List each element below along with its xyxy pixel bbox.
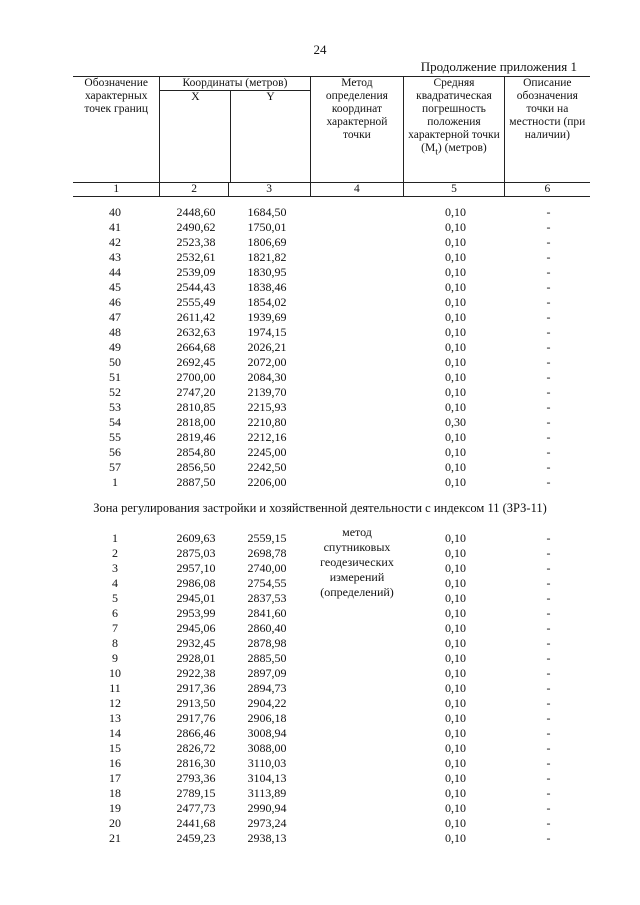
coord-x: 2490,62 (176, 220, 216, 234)
coord-x: 2544,43 (176, 280, 216, 294)
point-number: 10 (109, 666, 121, 680)
coord-x: 2448,60 (176, 205, 216, 219)
error-value: 0,10 (445, 771, 466, 785)
coord-y: 2878,98 (247, 636, 287, 650)
coord-y: 3113,89 (247, 786, 287, 800)
coord-y: 2894,73 (247, 681, 287, 695)
error-value: 0,10 (445, 756, 466, 770)
coord-x: 2854,80 (176, 445, 216, 459)
coord-x: 2632,63 (176, 325, 216, 339)
description: - (546, 370, 551, 384)
coord-x: 2609,63 (176, 531, 216, 545)
point-number: 13 (109, 711, 121, 725)
coord-y: 2026,21 (247, 340, 287, 354)
error-value: 0,10 (445, 816, 466, 830)
point-number: 53 (109, 400, 121, 414)
table-row (73, 415, 590, 430)
description: - (546, 591, 551, 605)
coord-y: 2698,78 (247, 546, 287, 560)
error-value: 0,10 (445, 546, 466, 560)
coord-y: 2885,50 (247, 651, 287, 665)
table-row (73, 816, 590, 831)
error-value: 0,10 (445, 681, 466, 695)
table-body-top (73, 205, 590, 490)
header-num: 6 (504, 183, 590, 197)
point-number: 6 (112, 606, 118, 620)
coord-y: 2139,70 (247, 385, 287, 399)
point-number: 17 (109, 771, 121, 785)
coord-x: 2917,36 (176, 681, 216, 695)
point-number: 46 (109, 295, 121, 309)
header-y: Y (266, 91, 275, 103)
coord-y: 3088,00 (247, 741, 287, 755)
coord-y: 2906,18 (247, 711, 287, 725)
description: - (546, 546, 551, 560)
point-number: 8 (112, 636, 118, 650)
coord-x: 2957,10 (176, 561, 216, 575)
error-value: 0,10 (445, 606, 466, 620)
coord-x: 2555,49 (176, 295, 216, 309)
description: - (546, 741, 551, 755)
coord-x: 2866,46 (176, 726, 216, 740)
coord-y: 2559,15 (247, 531, 287, 545)
point-number: 47 (109, 310, 121, 324)
coord-x: 2441,68 (176, 816, 216, 830)
error-value: 0,10 (445, 280, 466, 294)
description: - (546, 385, 551, 399)
description: - (546, 801, 551, 815)
coord-y: 2206,00 (247, 475, 287, 489)
header-num: 1 (73, 183, 160, 197)
coord-y: 2841,60 (247, 606, 287, 620)
coord-x: 2523,38 (176, 235, 216, 249)
error-value: 0,10 (445, 711, 466, 725)
coord-x: 2692,45 (176, 355, 216, 369)
header-x: X (160, 91, 231, 182)
coord-y: 1974,15 (247, 325, 287, 339)
coord-y: 2860,40 (247, 621, 287, 635)
point-number: 44 (109, 265, 121, 279)
point-number: 52 (109, 385, 121, 399)
description: - (546, 576, 551, 590)
description: - (546, 205, 551, 219)
table-row (73, 280, 590, 295)
header-error: Средняя квадратическая погрешность положения характерной точки $(M_t)$ (метров) (404, 77, 504, 183)
table-row (73, 400, 590, 415)
coord-x: 2856,50 (176, 460, 216, 474)
coord-y: 3104,13 (247, 771, 287, 785)
error-value: 0,10 (445, 340, 466, 354)
error-value: 0,10 (445, 561, 466, 575)
description: - (546, 756, 551, 770)
error-value: 0,10 (445, 355, 466, 369)
method-line: (определений) (320, 585, 394, 599)
zone-title: Зона регулирования застройки и хозяйственной деятельности с индексом 11 (ЗРЗ-11) (93, 501, 547, 515)
header-num: 3 (228, 183, 310, 197)
table-header (73, 76, 590, 197)
description: - (546, 325, 551, 339)
table-row (73, 711, 590, 726)
coord-y: 2837,53 (247, 591, 287, 605)
point-number: 19 (109, 801, 121, 815)
error-value: 0,10 (445, 726, 466, 740)
coord-x: 2810,85 (176, 400, 216, 414)
point-number: 51 (109, 370, 121, 384)
point-number: 56 (109, 445, 121, 459)
description: - (546, 621, 551, 635)
coord-y: 1806,69 (247, 235, 287, 249)
description: - (546, 220, 551, 234)
header-number-row (73, 183, 590, 197)
point-number: 15 (109, 741, 121, 755)
description: - (546, 771, 551, 785)
error-value: 0,10 (445, 250, 466, 264)
coord-y: 1750,01 (247, 220, 287, 234)
description: - (546, 430, 551, 444)
coord-y: 2904,22 (247, 696, 287, 710)
description: - (546, 786, 551, 800)
error-value: 0,10 (445, 400, 466, 414)
error-value: 0,10 (445, 205, 466, 219)
point-number: 7 (112, 621, 118, 635)
table-row (73, 370, 590, 385)
coord-y: 3110,03 (247, 756, 287, 770)
table-row (73, 801, 590, 816)
error-value: 0,10 (445, 531, 466, 545)
method-line: метод (342, 525, 372, 539)
coord-x: 2932,45 (176, 636, 216, 650)
description: - (546, 696, 551, 710)
error-value: 0,10 (445, 370, 466, 384)
error-value: 0,10 (445, 636, 466, 650)
description: - (546, 606, 551, 620)
table-row (73, 430, 590, 445)
description: - (546, 475, 551, 489)
error-value: 0,30 (445, 415, 466, 429)
coord-x: 2826,72 (176, 741, 216, 755)
point-number: 43 (109, 250, 121, 264)
page-number: 24 (313, 42, 327, 57)
description: - (546, 295, 551, 309)
table-row (73, 666, 590, 681)
point-number: 3 (112, 561, 118, 575)
coord-y: 2990,94 (247, 801, 287, 815)
description: - (546, 310, 551, 324)
coord-y: 1821,82 (247, 250, 287, 264)
table-row (73, 325, 590, 340)
point-number: 1 (112, 531, 118, 545)
point-number: 12 (109, 696, 121, 710)
point-number: 54 (109, 415, 121, 429)
description: - (546, 651, 551, 665)
table-row (73, 265, 590, 280)
coord-y: 2754,55 (247, 576, 287, 590)
description: - (546, 726, 551, 740)
error-value: 0,10 (445, 621, 466, 635)
coord-x: 2819,46 (176, 430, 216, 444)
point-number: 14 (109, 726, 121, 740)
coord-y: 2973,24 (247, 816, 287, 830)
error-value: 0,10 (445, 310, 466, 324)
coord-y: 1684,50 (247, 205, 287, 219)
error-value: 0,10 (445, 696, 466, 710)
coord-x: 2928,01 (176, 651, 216, 665)
coord-x: 2789,15 (176, 786, 216, 800)
coord-x: 2539,09 (176, 265, 216, 279)
table-row (73, 771, 590, 786)
table-row (73, 445, 590, 460)
table-row (73, 681, 590, 696)
coord-x: 2664,68 (176, 340, 216, 354)
point-number: 57 (109, 460, 121, 474)
point-number: 45 (109, 280, 121, 294)
coord-x: 2816,30 (176, 756, 216, 770)
point-number: 20 (109, 816, 121, 830)
coord-x: 2917,76 (176, 711, 216, 725)
table-row (73, 235, 590, 250)
point-number: 40 (109, 205, 121, 219)
continuation-label: Продолжение приложения 1 (420, 59, 577, 74)
table-row (73, 621, 590, 636)
description: - (546, 831, 551, 845)
table-row (73, 726, 590, 741)
header-num: 2 (160, 183, 228, 197)
description: - (546, 460, 551, 474)
error-value: 0,10 (445, 325, 466, 339)
table-row (73, 786, 590, 801)
coord-x: 2913,50 (176, 696, 216, 710)
coord-y: 2084,30 (247, 370, 287, 384)
description: - (546, 711, 551, 725)
coord-x: 2459,23 (176, 831, 216, 845)
coord-y: 1830,95 (247, 265, 287, 279)
header-coordinates (160, 77, 310, 183)
coord-x: 2700,00 (176, 370, 216, 384)
description: - (546, 400, 551, 414)
header-num: 4 (310, 183, 404, 197)
error-value: 0,10 (445, 801, 466, 815)
coord-x: 2611,42 (176, 310, 216, 324)
error-value: 0,10 (445, 385, 466, 399)
header-num: 5 (404, 183, 504, 197)
error-value: 0,10 (445, 265, 466, 279)
error-value: 0,10 (445, 295, 466, 309)
method-line: спутниковых (323, 540, 391, 554)
point-number: 42 (109, 235, 121, 249)
table-row (73, 460, 590, 475)
description: - (546, 681, 551, 695)
coord-y: 2212,16 (247, 430, 287, 444)
point-number: 49 (109, 340, 121, 354)
error-value: 0,10 (445, 235, 466, 249)
coord-x: 2747,20 (176, 385, 216, 399)
coord-y: 2245,00 (247, 445, 287, 459)
table-row (73, 696, 590, 711)
coord-x: 2875,03 (176, 546, 216, 560)
table-row (73, 205, 590, 220)
header-point-designation: Обозначение характерных точек границ (73, 77, 160, 183)
error-value: 0,10 (445, 741, 466, 755)
coord-x: 2986,08 (176, 576, 216, 590)
description: - (546, 355, 551, 369)
coord-y: 2740,00 (247, 561, 287, 575)
coord-x: 2818,00 (176, 415, 216, 429)
point-number: 5 (112, 591, 118, 605)
method-line: измерений (329, 570, 385, 584)
coord-y: 2210,80 (247, 415, 287, 429)
error-value: 0,10 (445, 666, 466, 680)
coord-y: 2215,93 (247, 400, 287, 414)
description: - (546, 415, 551, 429)
point-number: 2 (112, 546, 118, 560)
method-text (305, 525, 409, 600)
coord-y: 2242,50 (247, 460, 287, 474)
description: - (546, 235, 551, 249)
description: - (546, 561, 551, 575)
header-method: Метод определения координат характерной точки (310, 77, 404, 183)
point-number: 41 (109, 220, 121, 234)
table-row (73, 636, 590, 651)
description: - (546, 280, 551, 294)
description: - (546, 445, 551, 459)
point-number: 1 (112, 475, 118, 489)
description: - (546, 250, 551, 264)
error-value: 0,10 (445, 460, 466, 474)
error-value: 0,10 (445, 475, 466, 489)
point-number: 4 (112, 576, 118, 590)
point-number: 50 (109, 355, 121, 369)
method-line: геодезических (320, 555, 394, 569)
error-value: 0,10 (445, 220, 466, 234)
description: - (546, 265, 551, 279)
table-row (73, 741, 590, 756)
error-value: 0,10 (445, 591, 466, 605)
table-row (73, 340, 590, 355)
error-value: 0,10 (445, 576, 466, 590)
point-number: 16 (109, 756, 121, 770)
table-row (73, 651, 590, 666)
point-number: 48 (109, 325, 121, 339)
coord-y: 3008,94 (247, 726, 287, 740)
coord-x: 2793,36 (176, 771, 216, 785)
coord-x: 2922,38 (176, 666, 216, 680)
table-row (73, 220, 590, 235)
coord-y: 1854,02 (247, 295, 287, 309)
description: - (546, 666, 551, 680)
point-number: 11 (109, 681, 121, 695)
coord-x: 2945,01 (176, 591, 216, 605)
coord-x: 2532,61 (176, 250, 216, 264)
table-row (73, 606, 590, 621)
coord-x: 2887,50 (176, 475, 216, 489)
error-value: 0,10 (445, 430, 466, 444)
error-value: 0,10 (445, 786, 466, 800)
description: - (546, 531, 551, 545)
error-value: 0,10 (445, 831, 466, 845)
table-row (73, 475, 590, 490)
coord-x: 2945,06 (176, 621, 216, 635)
error-value: 0,10 (445, 651, 466, 665)
table-row (73, 250, 590, 265)
table-row (73, 355, 590, 370)
header-description: Описание обозначения точки на местности (при наличии) (504, 77, 590, 183)
coord-y: 2938,13 (247, 831, 287, 845)
table-row (73, 831, 590, 846)
point-number: 21 (109, 831, 121, 845)
table-row (73, 385, 590, 400)
description: - (546, 340, 551, 354)
coord-y: 1939,69 (247, 310, 287, 324)
coord-y: 2897,09 (247, 666, 287, 680)
header-coordinates-label: Координаты (метров) (160, 77, 309, 91)
point-number: 9 (112, 651, 118, 665)
table-row (73, 756, 590, 771)
table-row (73, 310, 590, 325)
coord-x: 2477,73 (176, 801, 216, 815)
coord-y: 1838,46 (247, 280, 287, 294)
description: - (546, 816, 551, 830)
point-number: 18 (109, 786, 121, 800)
table-row (73, 295, 590, 310)
coord-x: 2953,99 (176, 606, 216, 620)
error-value: 0,10 (445, 445, 466, 459)
coord-y: 2072,00 (247, 355, 287, 369)
point-number: 55 (109, 430, 121, 444)
description: - (546, 636, 551, 650)
